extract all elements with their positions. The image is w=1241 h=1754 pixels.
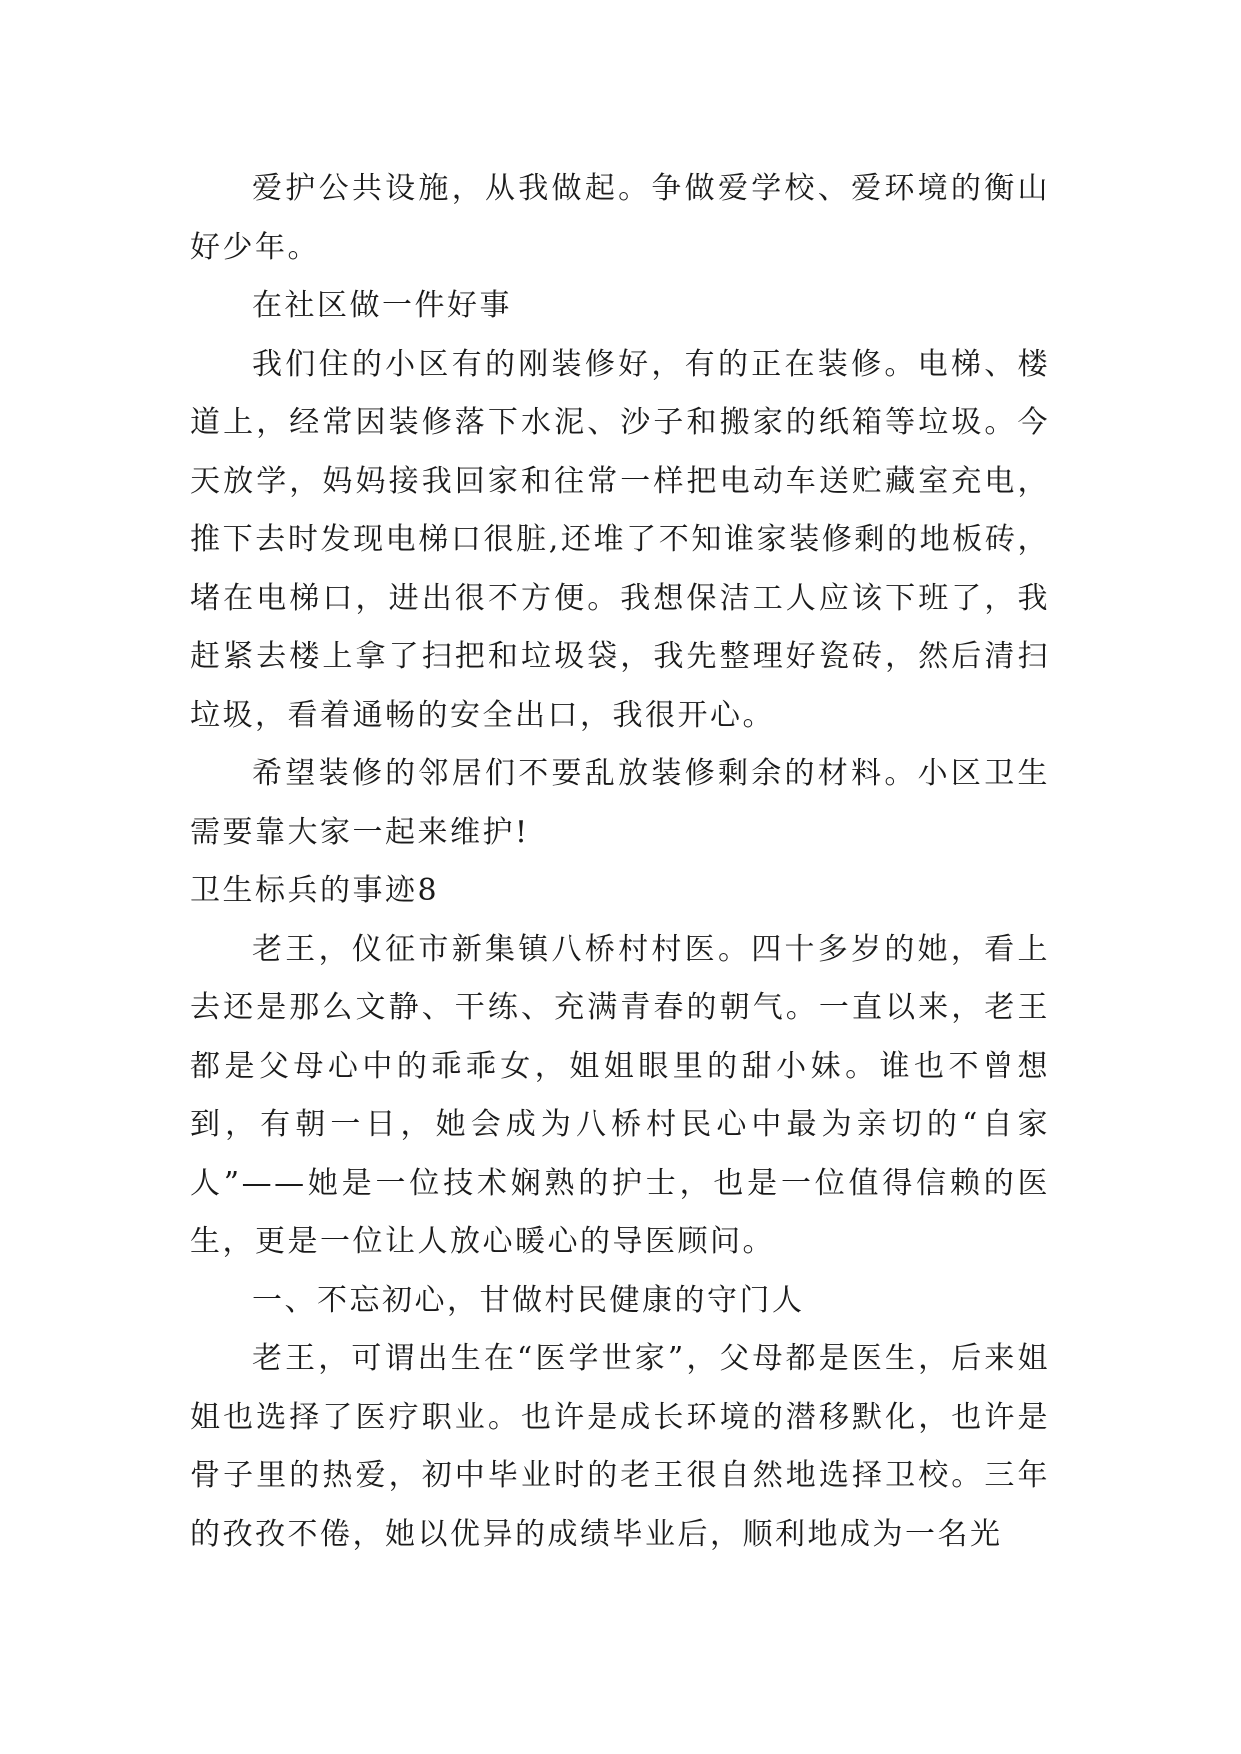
- paragraph-subheading-one: 一、不忘初心，甘做村民健康的守门人: [252, 1282, 805, 1318]
- paragraph-community-good-deed-title: 在社区做一件好事: [252, 288, 512, 323]
- paragraph-medical-family: 老王，可谓出生在“医学世家”，父母都是医生，后来姐姐也选择了医疗职业。也许是成长环境的潜移默化，也许是骨子里的热爱，初中毕业时的老王很自然地选择卫校。三年的孜孜不倦，她以优异的成绩毕业后，顺利地成为一名光: [190, 1341, 1050, 1552]
- document-body: [190, 160, 1050, 1564]
- paragraph-community-hope: 希望装修的邻居们不要乱放装修剩余的材料。小区卫生需要靠大家一起来维护!: [190, 756, 1050, 850]
- paragraph-lao-wang-intro: 老王，仪征市新集镇八桥村村医。四十多岁的她，看上去还是那么文静、干练、充满青春的朝气。一直以来，老王都是父母心中的乖乖女，姐姐眼里的甜小妹。谁也不曾想到，有朝一日，她会成为八桥村民心中最为亲切的“自家人”——她是一位技术娴熟的护士，也是一位值得信赖的医生，更是一位让人放心暖心的导医顾问。: [190, 931, 1050, 1259]
- paragraph-protect-facilities: 爱护公共设施，从我做起。争做爱学校、爱环境的衡山好少年。: [190, 171, 1050, 265]
- paragraph-community-story: 我们住的小区有的刚装修好，有的正在装修。电梯、楼道上，经常因装修落下水泥、沙子和搬家的纸箱等垃圾。今天放学，妈妈接我回家和往常一样把电动车送贮藏室充电，推下去时发现电梯口很脏,还堆了不知谁家装修剩的地板砖，堵在电梯口，进出很不方便。我想保洁工人应该下班了，我赶紧去楼上拿了扫把和垃圾袋，我先整理好瓷砖，然后清扫垃圾，看着通畅的安全出口，我很开心。: [190, 346, 1050, 733]
- section-heading: 卫生标兵的事迹8: [190, 873, 440, 908]
